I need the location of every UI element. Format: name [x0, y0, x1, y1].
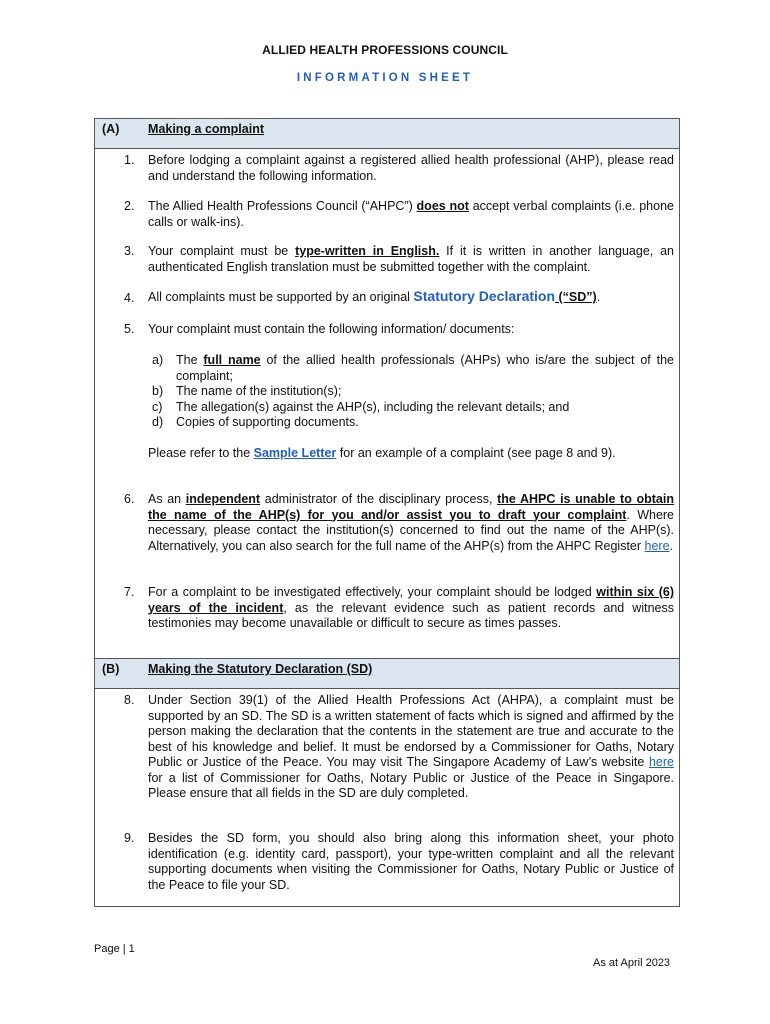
item-5a-text: The full name of the allied health professionals (AHPs) who is/are the subject of the complaint;: [176, 353, 675, 383]
sample-letter-link[interactable]: Sample Letter: [253, 446, 337, 460]
item-9-text: Besides the SD form, you should also bring along this information sheet, your photo identification (e.g. identity card, passport), your type-written complaint and all the relevant supporting documents when visiting the Commissioner for Oaths, Notary Public or Justice of the Peace to file your SD.: [148, 831, 674, 892]
item-1-number: 1.: [124, 153, 135, 167]
item-3-number: 3.: [124, 244, 135, 258]
item-6-text: As an independent administrator of the disciplinary process, the AHPC is unable to obtain the name of the AHP(s) for you and/or assist you to draft your complaint. Where necessary, please contact the institution(s) concerned to find out the name of the AHP(s). Alternatively, you can also search for the full name of the AHP(s) from the AHPC Register here.: [148, 492, 675, 553]
item-4-text: All complaints must be supported by an original Statutory Declaration (“SD”).: [148, 288, 601, 304]
item-1-text: Before lodging a complaint against a registered allied health professional (AHP), please read and understand the following information.: [148, 153, 674, 183]
item-4-number: 4.: [124, 291, 135, 305]
section-b-header: [95, 658, 679, 689]
information-table: [94, 118, 680, 907]
emphasis-six-years: within six (6) years of the incident: [148, 585, 675, 615]
item-7-number: 7.: [124, 585, 135, 599]
singapore-academy-of-law-link[interactable]: here: [648, 755, 674, 769]
emphasis-independent: independent: [185, 492, 261, 506]
emphasis-type-written: type-written in English.: [295, 244, 440, 258]
document-heading: ALLIED HEALTH PROFESSIONS COUNCIL: [262, 43, 508, 57]
section-a-title: Making a complaint: [148, 122, 264, 136]
section-a-header: [95, 118, 679, 149]
section-a-label: (A): [102, 122, 120, 136]
emphasis-full-name: full name: [203, 353, 261, 367]
page-number: Page | 1: [94, 943, 135, 955]
item-5a-label: a): [152, 353, 164, 367]
item-9-number: 9.: [124, 831, 135, 845]
item-7-text: For a complaint to be investigated effectively, your complaint should be lodged within six (6) years of the incident, as the relevant evidence such as patient records and witness testimonies may become unavailable or difficult to secure as times passes.: [148, 585, 675, 630]
section-b-title: Making the Statutory Declaration (SD): [148, 662, 373, 676]
statutory-declaration-link[interactable]: Statutory Declaration: [413, 288, 556, 304]
item-5c-text: The allegation(s) against the AHP(s), including the relevant details; and: [176, 400, 570, 414]
item-5-number: 5.: [124, 322, 135, 336]
section-b-label: (B): [102, 662, 120, 676]
document-subheading: INFORMATION SHEET: [296, 72, 474, 84]
item-5d-label: d): [152, 415, 164, 429]
item-2-text: The Allied Health Professions Council (“AHPC”) does not accept verbal complaints (i.e. phone calls or walk-ins).: [148, 199, 674, 229]
item-5b-label: b): [152, 384, 164, 398]
item-3-text: Your complaint must be type-written in English. If it is written in another language, an authenticated English translation must be submitted together with the complaint.: [148, 244, 674, 274]
item-6-number: 6.: [124, 492, 135, 506]
item-5d-text: Copies of supporting documents.: [176, 415, 359, 429]
emphasis-does-not: does not: [416, 199, 469, 213]
item-5c-label: c): [152, 400, 163, 414]
item-2-number: 2.: [124, 199, 135, 213]
item-5-note: Please refer to the Sample Letter for an example of a complaint (see page 8 and 9).: [148, 446, 616, 460]
item-5-text: Your complaint must contain the following information/ documents:: [148, 322, 515, 336]
item-8-number: 8.: [124, 693, 135, 707]
item-8-text: Under Section 39(1) of the Allied Health Professions Act (AHPA), a complaint must be supported by an SD. The SD is a written statement of facts which is signed and affirmed by the person making the declaration that the contents in the statement are true and accurate to the best of his knowledge and belief. It must be endorsed by a Commissioner for Oaths, Notary Public or Justice of the Peace. You may visit The Singapore Academy of Law’s website here for a list of Commissioner for Oaths, Notary Public or Justice of the Peace in Singapore. Please ensure that all fields in the SD are duly completed.: [148, 693, 674, 800]
item-5b-text: The name of the institution(s);: [176, 384, 342, 398]
ahpc-register-link[interactable]: here: [644, 538, 670, 553]
revision-date: As at April 2023: [593, 957, 671, 969]
emphasis-ahpc-unable: the AHPC is unable to obtain the name of the AHP(s) for you and/or assist you to draft your complaint: [148, 492, 674, 522]
